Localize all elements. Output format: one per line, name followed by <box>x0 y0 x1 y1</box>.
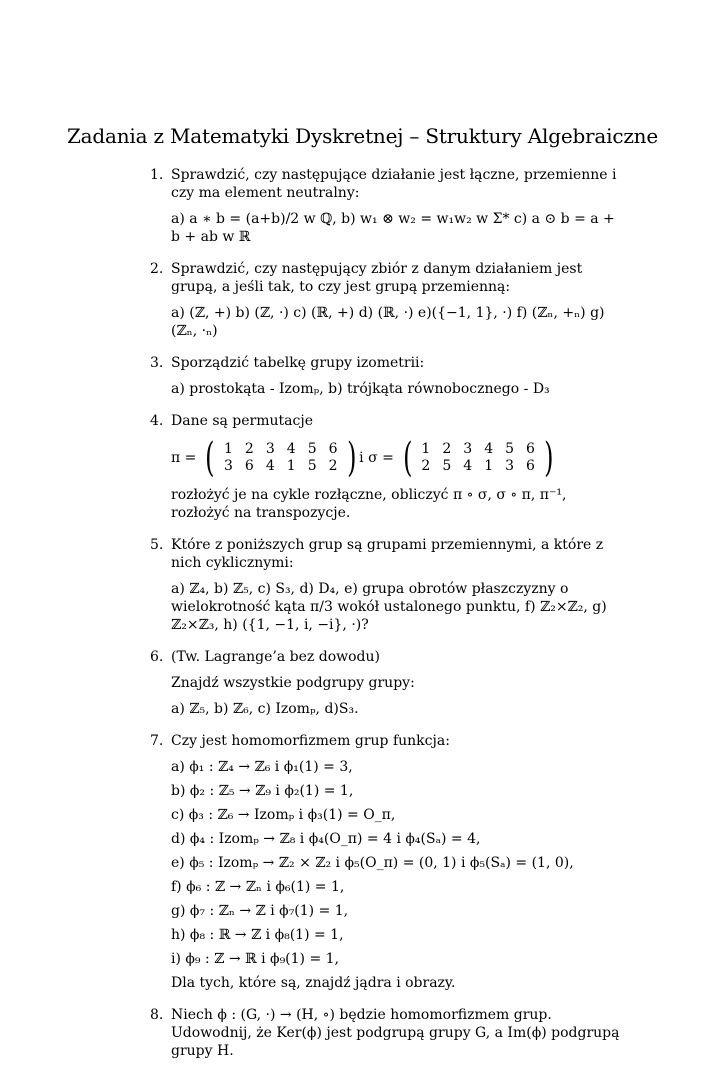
sigma-top-cell: 5 <box>505 441 515 457</box>
sigma-matrix <box>400 435 557 481</box>
task-text-after: Dla tych, które są, znajdź jądra i obrazy. <box>171 975 456 991</box>
task-text: Niech ϕ : (G, ·) → (H, ∘) będzie homomorfizmem grup. Udowodnij, że Ker(ϕ) jest podgrupą grupy G, a Im(ϕ) podgrupą grupy H. <box>171 1007 620 1059</box>
function-line: b) ϕ₂ : ℤ₅ → ℤ₉ i ϕ₂(1) = 1, <box>171 783 354 799</box>
task-7 <box>150 732 620 992</box>
pi-bottom-cell: 5 <box>307 458 317 474</box>
function-line: e) ϕ₅ : Izomₚ → ℤ₂ × ℤ₂ i ϕ₅(O_π) = (0, 1) i ϕ₅(Sₐ) = (1, 0), <box>171 855 574 871</box>
left-paren: ( <box>205 435 215 481</box>
pi-top-cell: 5 <box>307 441 317 457</box>
task-number: 6. <box>150 649 164 665</box>
right-paren: ) <box>544 435 554 481</box>
task-number: 3. <box>150 355 164 371</box>
task-text: Sprawdzić, czy następujące działanie jest łączne, przemienne i czy ma element neutralny: <box>171 167 617 201</box>
task-items: a) prostokąta - Izomₚ, b) trójkąta równobocznego - D₃ <box>171 381 550 397</box>
task-3 <box>150 354 620 398</box>
task-number: 5. <box>150 537 164 553</box>
sigma-bottom-cell: 5 <box>442 458 452 474</box>
task-8 <box>150 1006 620 1060</box>
pi-top-cell: 1 <box>224 441 233 457</box>
function-line: i) ϕ₉ : ℤ → ℝ i ϕ₉(1) = 1, <box>171 951 339 967</box>
task-text: Czy jest homomorfizmem grup funkcja: <box>171 733 450 749</box>
task-items: a) ℤ₄, b) ℤ₅, c) S₃, d) D₄, e) grupa obrotów płaszczyzny o wielokrotność kąta π/3 wokół ustalonego punktu, f) ℤ₂×ℤ₂, g) ℤ₂×ℤ₃, h) ({1, −1, i, −i}, ·)? <box>171 581 607 633</box>
sigma-top-cell: 3 <box>463 441 473 457</box>
sigma-bottom-cell: 1 <box>484 458 494 474</box>
pi-matrix <box>202 435 359 481</box>
task-number: 4. <box>150 413 164 429</box>
right-paren: ) <box>346 435 357 481</box>
function-line: f) ϕ₆ : ℤ → ℤₙ i ϕ₆(1) = 1, <box>171 879 345 895</box>
sigma-bottom-cell: 4 <box>463 458 473 474</box>
pi-top-cell: 3 <box>265 441 275 457</box>
pi-top-cell: 2 <box>244 441 254 457</box>
task-list <box>150 166 620 1074</box>
sigma-top-cell: 6 <box>526 441 535 457</box>
task-4 <box>150 412 620 522</box>
task-text: (Tw. Lagrange’a bez dowodu) <box>171 649 380 665</box>
task-2 <box>150 260 620 340</box>
pi-top-cell: 6 <box>328 441 338 457</box>
task-items: a) ℤ₅, b) ℤ₆, c) Izomₚ, d)S₃. <box>171 701 359 717</box>
sigma-top-cell: 2 <box>442 441 452 457</box>
left-paren: ( <box>402 435 413 481</box>
permutations <box>171 435 620 481</box>
task-number: 2. <box>150 261 164 277</box>
document-title: Zadania z Matematyki Dyskretnej – Struktury Algebraiczne <box>66 124 658 148</box>
task-items: a) (ℤ, +) b) (ℤ, ·) c) (ℝ, +) d) (ℝ, ·) e)({−1, 1}, ·) f) (ℤₙ, +ₙ) g) (ℤₙ, ·ₙ) <box>171 305 605 339</box>
task-text-2: Znajdź wszystkie podgrupy grupy: <box>171 675 415 691</box>
task-number: 7. <box>150 733 164 749</box>
task-number: 8. <box>150 1007 164 1023</box>
task-text-after: rozłożyć je na cykle rozłączne, obliczyć π ∘ σ, σ ∘ π, π⁻¹, rozłożyć na transpozycje. <box>171 487 567 521</box>
task-5 <box>150 536 620 634</box>
sigma-top-cell: 1 <box>421 441 431 457</box>
task-items: a) a ∗ b = (a+b)/2 w ℚ, b) w₁ ⊗ w₂ = w₁w₂ w Σ* c) a ⊙ b = a + b + ab w ℝ <box>171 211 615 245</box>
pi-bottom-cell: 1 <box>286 458 296 474</box>
task-number: 1. <box>150 167 164 183</box>
function-line: h) ϕ₈ : ℝ → ℤ i ϕ₈(1) = 1, <box>171 927 344 943</box>
task-text: Sprawdzić, czy następujący zbiór z danym działaniem jest grupą, a jeśli tak, to czy jest grupą przemienną: <box>171 261 583 295</box>
function-line: c) ϕ₃ : ℤ₆ → Izomₚ i ϕ₃(1) = O_π, <box>171 807 396 823</box>
pi-bottom-cell: 3 <box>224 458 233 474</box>
sigma-bottom-cell: 6 <box>526 458 535 474</box>
function-line: g) ϕ₇ : ℤₙ → ℤ i ϕ₇(1) = 1, <box>171 903 349 919</box>
task-text: Sporządzić tabelkę grupy izometrii: <box>171 355 425 371</box>
function-line: d) ϕ₄ : Izomₚ → ℤ₈ i ϕ₄(O_π) = 4 i ϕ₄(Sₐ) = 4, <box>171 831 481 847</box>
pi-bottom-cell: 2 <box>328 458 338 474</box>
pi-label: π = <box>171 450 197 466</box>
sigma-bottom-cell: 2 <box>421 458 431 474</box>
function-line: a) ϕ₁ : ℤ₄ → ℤ₆ i ϕ₁(1) = 3, <box>171 759 353 775</box>
sigma-top-cell: 4 <box>484 441 494 457</box>
pi-bottom-cell: 6 <box>244 458 254 474</box>
task-6 <box>150 648 620 718</box>
pi-top-cell: 4 <box>286 441 296 457</box>
pi-bottom-cell: 4 <box>265 458 275 474</box>
sigma-label: i σ = <box>359 450 394 466</box>
task-text: Dane są permutacje <box>171 413 313 429</box>
task-1 <box>150 166 620 246</box>
sigma-bottom-cell: 3 <box>505 458 515 474</box>
task-text: Które z poniższych grup są grupami przemiennymi, a które z nich cyklicznymi: <box>171 537 604 571</box>
